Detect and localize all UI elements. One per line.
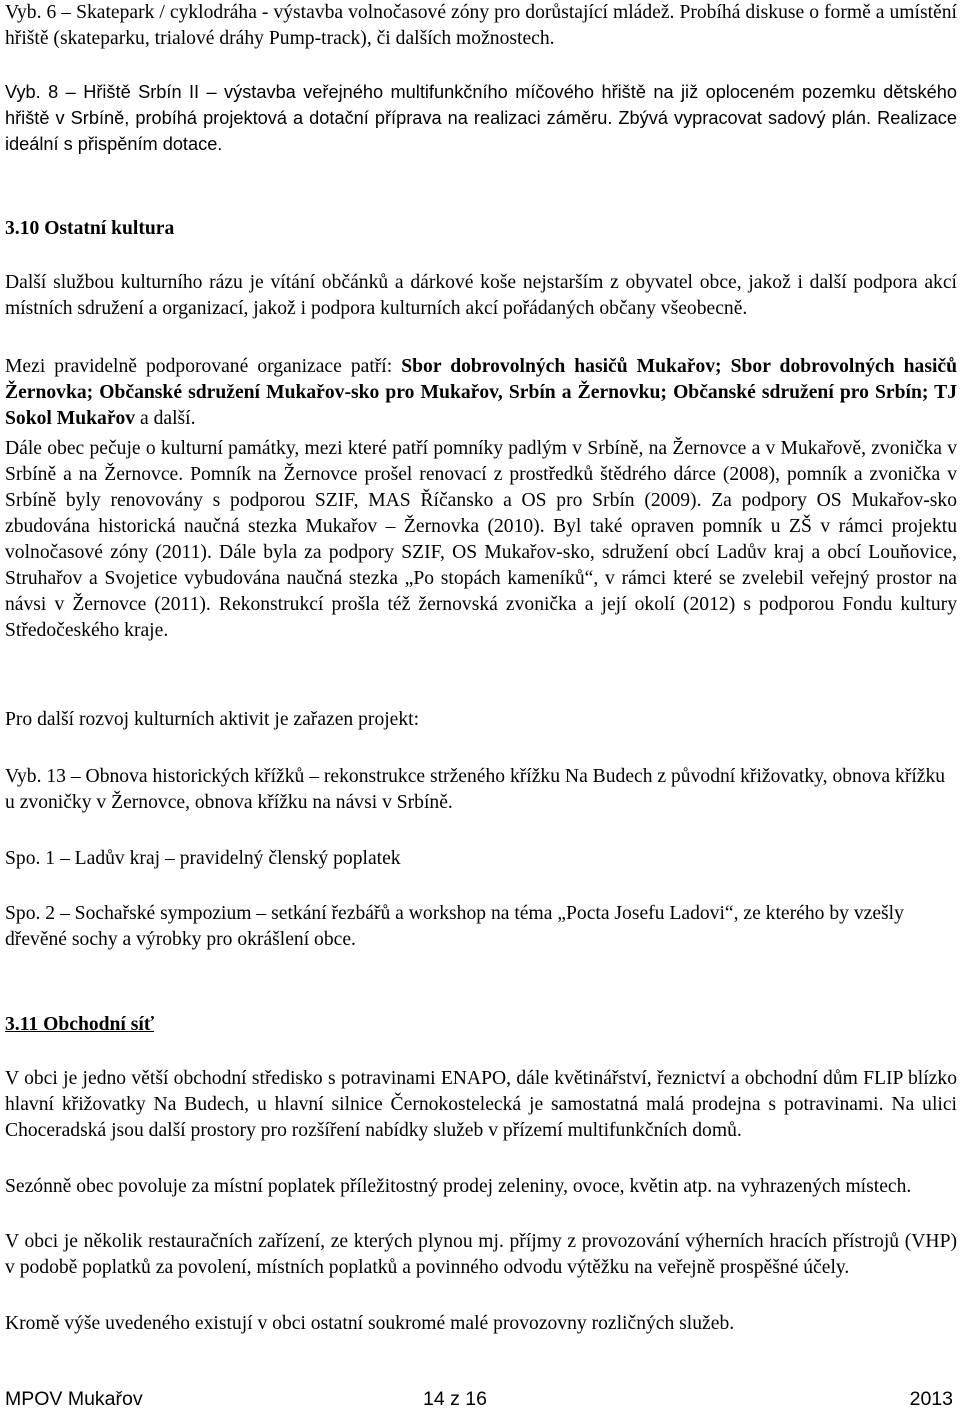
- organizations-intro: Mezi pravidelně podporované organizace patří:: [5, 356, 402, 377]
- project-vyb13: Vyb. 13 – Obnova historických křížků – rekonstrukce strženého křížku Na Budech z původní křižovatky, obnova křížku u zvoničky v Žernovce, obnova křížku na návsi v Srbíně.: [5, 766, 946, 813]
- paragraph-shops: V obci je jedno větší obchodní středisko s potravinami ENAPO, dále květinářství, řeznictví a obchodní dům FLIP blízko hlavní křižovatky Na Budech, u hlavní silnice Černokostelecká je samostatná malá prodejna s potravinami. Na ulici Choceradská jsou další prostory pro rozšíření nabídky služeb v přízemí multifunkčních domů.: [5, 1068, 957, 1141]
- document-page: [5, 0, 957, 1410]
- section-heading-3-10: 3.10 Ostatní kultura: [5, 218, 175, 239]
- project-spo1: Spo. 1 – Ladův kraj – pravidelný členský poplatek: [5, 848, 401, 869]
- organizations-end: a další.: [135, 408, 196, 429]
- paragraph-seasonal-sales: Sezónně obec povoluje za místní poplatek příležitostný prodej zeleniny, ovoce, květin atp. na vyhrazených místech.: [5, 1176, 912, 1197]
- footer-year: 2013: [909, 1388, 953, 1410]
- footer-page-number: 14 z 16: [423, 1388, 487, 1410]
- section-heading-3-11-text: 3.11 Obchodní síť: [5, 1014, 155, 1035]
- section-heading-3-11: [5, 1012, 957, 1038]
- paragraph-culture-services: Další službou kulturního rázu je vítání občánků a dárkové koše nejstarším z obyvatel obce, jakož i další podpora akcí místních sdružení a organizací, jakož i podpora kulturních akcí pořádaných občany všeobecně.: [5, 272, 957, 319]
- paragraph-cultural-monuments: Dále obec pečuje o kulturní památky, mezi které patří pomníky padlým v Srbíně, na Žernovce a v Mukařově, zvonička v Srbíně a na Žernovce. Pomník na Žernovce prošel renovací z prostředků štědrého dárce (2008), pomník a zvonička v Srbíně byly renovovány s podporou SZIF, MAS Říčansko a OS pro Srbín (2009). Za podpory OS Mukařov-sko zbudována historická naučná stezka Mukařov – Žernovka (2010). Byl také opraven pomník u ZŠ v rámci projektu volnočasové zóny (2011). Dále byla za podpory SZIF, OS Mukařov-sko, sdružení obcí Ladův kraj a obcí Louňovice, Struhařov a Svojetice vybudována naučná stezka „Po stopách kameníků“, v rámci které se zvelebil veřejný prostor na návsi v Žernovce (2011). Rekonstrukcí prošla též žernovská zvonička a její okolí (2012) s podporou Fondu kultury Středočeského kraje.: [5, 438, 957, 641]
- paragraph-other-services: Kromě výše uvedeného existují v obci ostatní soukromé malé provozovny rozličných služeb.: [5, 1313, 735, 1334]
- paragraph-restaurants: V obci je několik restauračních zařízení, ze kterých plynou mj. příjmy z provozování výherních hracích přístrojů (VHP) v podobě poplatků za povolení, místních poplatků a povinného odvodu výtěžku na veřejně prospěšné účely.: [5, 1231, 957, 1278]
- paragraph-vyb8: Vyb. 8 – Hřiště Srbín II – výstavba veřejného multifunkčního míčového hřiště na již oploceném pozemku dětského hřiště v Srbíně, probíhá projektová a dotační příprava na realizaci záměru. Zbývá vypracovat sadový plán. Realizace ideální s přispěním dotace.: [5, 82, 957, 154]
- paragraph-vyb6: Vyb. 6 – Skatepark / cyklodráha - výstavba volnočasové zóny pro dorůstající mládež. Probíhá diskuse o formě a umístění hřiště (skateparku, trialové dráhy Pump-track), či dalších možnostech.: [5, 2, 957, 49]
- page-footer: [5, 1386, 957, 1412]
- project-spo2: Spo. 2 – Sochařské sympozium – setkání řezbářů a workshop na téma „Pocta Josefu Ladovi“, ze kterého by vzešly dřevěné sochy a výrobky pro okrášlení obce.: [5, 903, 904, 950]
- organizations-list: Sbor dobrovolných hasičů Mukařov; Sbor dobrovolných hasičů Žernovka; Občanské sdružení Mukařov-sko pro Mukařov, Srbín a Žernovku; Občanské sdružení pro Srbín; TJ Sokol Mukařov: [5, 356, 958, 429]
- projects-intro: Pro další rozvoj kulturních aktivit je zařazen projekt:: [5, 709, 420, 730]
- footer-document-title: MPOV Mukařov: [5, 1388, 143, 1410]
- paragraph-supported-organizations: [5, 354, 957, 432]
